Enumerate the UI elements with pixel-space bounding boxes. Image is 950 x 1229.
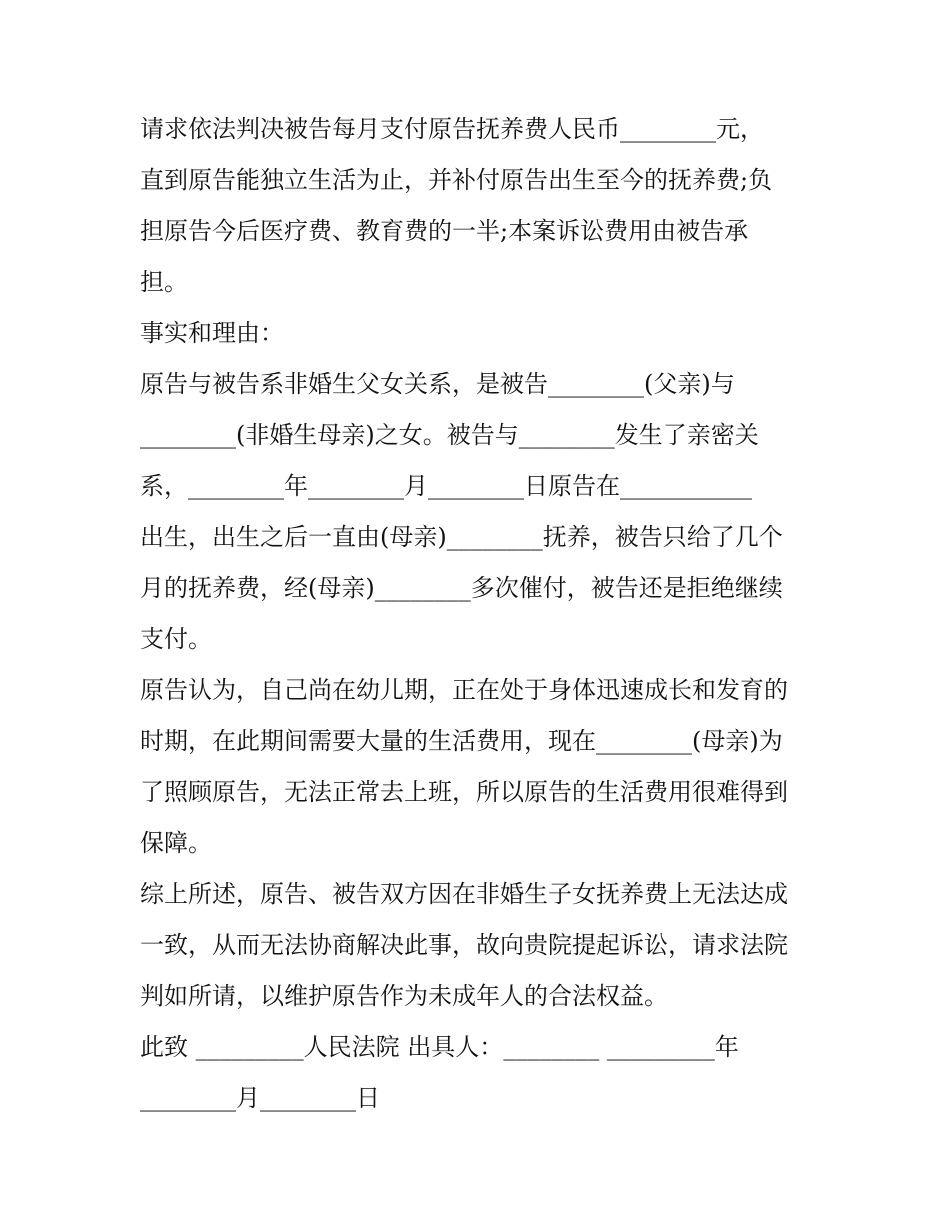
text-line: 原告与被告系非婚生父女关系，是被告________(父亲)与 xyxy=(140,370,735,398)
date-line: ________月________日 xyxy=(140,1084,380,1112)
document-body xyxy=(140,104,830,1124)
text-line: 一致，从而无法协商解决此事，故向贵院提起诉讼，请求法院 xyxy=(140,931,788,959)
text-line: 月的抚养费，经(母亲)________多次催付，被告还是拒绝继续 xyxy=(140,574,783,602)
text-line: 保障。 xyxy=(140,829,212,857)
text-line: 请求依法判决被告每月支付原告抚养费人民币________元， xyxy=(140,115,764,143)
section-heading: 事实和理由： xyxy=(140,319,284,347)
text-line: 判如所请，以维护原告作为未成年人的合法权益。 xyxy=(140,982,668,1010)
text-line: 系，________年________月________日原告在___________ xyxy=(140,472,752,500)
text-line: 时期，在此期间需要大量的生活费用，现在________(母亲)为 xyxy=(140,727,783,755)
text-line: 支付。 xyxy=(140,625,212,653)
text-line: 出生，出生之后一直由(母亲)________抚养，被告只给了几个 xyxy=(140,523,783,551)
text-line: 综上所述，原告、被告双方因在非婚生子女抚养费上无法达成 xyxy=(140,880,788,908)
text-line: 原告认为，自己尚在幼儿期，正在处于身体迅速成长和发育的 xyxy=(140,676,788,704)
text-line: 担。 xyxy=(140,268,188,296)
text-line: 了照顾原告，无法正常去上班，所以原告的生活费用很难得到 xyxy=(140,778,788,806)
text-line: ________(非婚生母亲)之女。被告与________发生了亲密关 xyxy=(140,421,759,449)
text-line: 担原告今后医疗费、教育费的一半;本案诉讼费用由被告承 xyxy=(140,217,749,245)
text-line: 直到原告能独立生活为止，并补付原告出生至今的抚养费;负 xyxy=(140,166,773,194)
closing-line: 此致 _________人民法院 出具人：________ _________年 xyxy=(140,1033,739,1061)
